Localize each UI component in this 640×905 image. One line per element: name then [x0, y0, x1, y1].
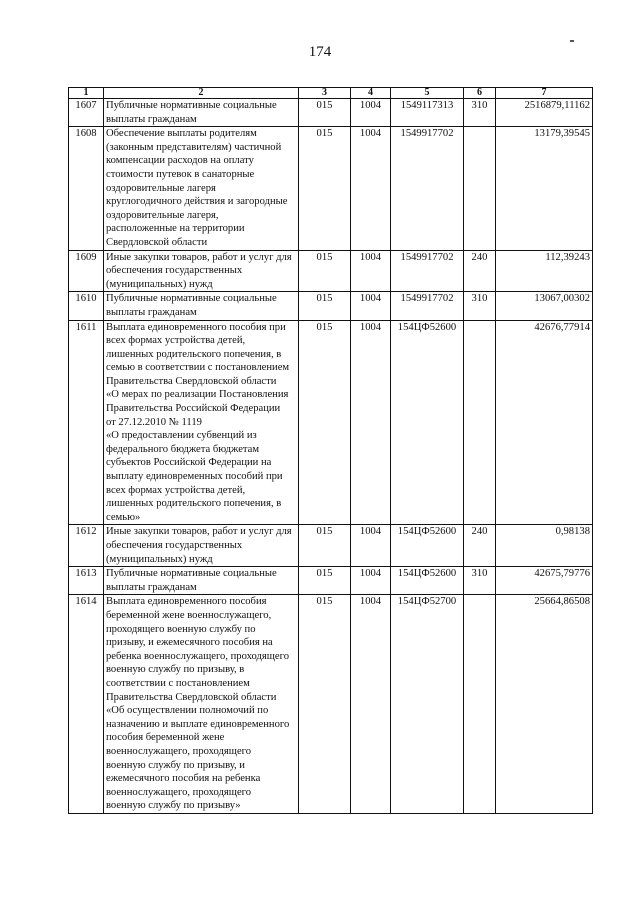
row-name	[104, 292, 299, 320]
row-name-line: Правительства Российской Федерации	[106, 403, 281, 415]
row-admin-code: 015	[299, 320, 351, 525]
row-admin-code: 015	[299, 292, 351, 320]
row-name-line: (муниципальных) нужд	[106, 553, 213, 565]
row-name-line: Публичные нормативные социальные	[106, 293, 277, 305]
table-row	[69, 525, 593, 567]
row-name-line: от 27.12.2010 № 1119	[106, 416, 202, 428]
row-name	[104, 595, 299, 814]
row-name-line: Иные закупки товаров, работ и услуг для	[106, 526, 292, 538]
header-col-3: 3	[299, 88, 351, 99]
row-name-line: компенсации расходов на оплату	[106, 155, 254, 167]
table-row	[69, 567, 593, 595]
row-name-line: лишенных родительского попечения, в	[106, 348, 282, 360]
row-number: 1607	[69, 99, 104, 127]
row-target-code: 1549917702	[391, 127, 464, 250]
row-type-code: 240	[464, 525, 496, 567]
row-target-code: 1549917702	[391, 292, 464, 320]
row-section-code: 1004	[351, 595, 391, 814]
row-name-line: военную службу по призыву, в	[106, 664, 245, 676]
header-col-1: 1	[69, 88, 104, 99]
row-amount: 42675,79776	[496, 567, 593, 595]
row-section-code: 1004	[351, 567, 391, 595]
table-body	[69, 99, 593, 814]
row-name-line: выплаты гражданам	[106, 581, 197, 593]
row-target-code: 154ЦФ52600	[391, 320, 464, 525]
table-row	[69, 250, 593, 292]
row-type-code: 310	[464, 567, 496, 595]
row-admin-code: 015	[299, 250, 351, 292]
row-name-line: Выплата единовременного пособия	[106, 596, 267, 608]
row-name-line: Правительства Свердловской области	[106, 375, 277, 387]
row-name-line: военнослужащего, проходящего	[106, 745, 252, 757]
row-name-line: ежемесячного пособия на ребенка	[106, 773, 261, 785]
row-name	[104, 320, 299, 525]
header-col-5: 5	[391, 88, 464, 99]
row-admin-code: 015	[299, 127, 351, 250]
row-name-line: соответствии с постановлением	[106, 677, 250, 689]
row-type-code	[464, 320, 496, 525]
row-type-code: 310	[464, 99, 496, 127]
header-col-6: 6	[464, 88, 496, 99]
row-target-code: 154ЦФ52600	[391, 567, 464, 595]
row-number: 1608	[69, 127, 104, 250]
row-name-line: лишенных родительского попечения, в	[106, 498, 282, 510]
table-row	[69, 320, 593, 525]
table-row	[69, 127, 593, 250]
row-name-line: обеспечения государственных	[106, 265, 243, 277]
row-name-line: (законным представителям) частичной	[106, 141, 282, 153]
header-col-2: 2	[104, 88, 299, 99]
row-number: 1613	[69, 567, 104, 595]
header-col-4: 4	[351, 88, 391, 99]
row-name-line: военную службу по призыву»	[106, 800, 241, 812]
row-name-line: «О мерах по реализации Постановления	[106, 389, 289, 401]
row-section-code: 1004	[351, 99, 391, 127]
header-col-7: 7	[496, 88, 593, 99]
row-name	[104, 127, 299, 250]
row-name-line: ребенка военнослужащего, проходящего	[106, 650, 289, 662]
row-name-line: оздоровительные лагеря,	[106, 209, 219, 221]
row-name-line: Свердловской области	[106, 236, 208, 248]
row-target-code: 154ЦФ52700	[391, 595, 464, 814]
row-type-code	[464, 595, 496, 814]
row-name-line: оздоровительные лагеря	[106, 182, 216, 194]
row-name-line: назначению и выплате единовременного	[106, 718, 290, 730]
row-amount: 13179,39545	[496, 127, 593, 250]
row-name-line: всех формах устройства детей,	[106, 335, 246, 347]
header-row	[69, 88, 593, 99]
row-target-code: 154ЦФ52600	[391, 525, 464, 567]
row-name-line: семью»	[106, 511, 141, 523]
row-target-code: 1549117313	[391, 99, 464, 127]
row-amount: 42676,77914	[496, 320, 593, 525]
row-name-line: «О предоставлении субвенций из	[106, 430, 257, 442]
row-name-line: всех формах устройства детей,	[106, 484, 246, 496]
row-name	[104, 567, 299, 595]
row-type-code: 240	[464, 250, 496, 292]
row-name-line: проходящего военную службу по	[106, 623, 256, 635]
row-name-line: Иные закупки товаров, работ и услуг для	[106, 251, 292, 263]
row-admin-code: 015	[299, 595, 351, 814]
row-admin-code: 015	[299, 567, 351, 595]
scan-mark	[570, 40, 574, 42]
row-name-line: стоимости путевок в санаторные	[106, 168, 255, 180]
row-name-line: расположенные на территории	[106, 223, 245, 235]
row-name-line: Публичные нормативные социальные	[106, 568, 277, 580]
row-name-line: призыву, и ежемесячного пособия на	[106, 637, 273, 649]
row-section-code: 1004	[351, 525, 391, 567]
row-target-code: 1549917702	[391, 250, 464, 292]
row-amount: 0,98138	[496, 525, 593, 567]
row-name-line: Публичные нормативные социальные	[106, 100, 277, 111]
row-name-line: федерального бюджета бюджетам	[106, 443, 260, 455]
row-number: 1612	[69, 525, 104, 567]
row-type-code: 310	[464, 292, 496, 320]
row-admin-code: 015	[299, 525, 351, 567]
row-type-code	[464, 127, 496, 250]
table-row	[69, 292, 593, 320]
row-name-line: (муниципальных) нужд	[106, 278, 213, 290]
row-name-line: субъектов Российской Федерации на	[106, 457, 272, 469]
row-name-line: круглогодичного действия и загородные	[106, 196, 288, 208]
row-name-line: пособия беременной жене	[106, 732, 225, 744]
page-number: 174	[308, 44, 332, 60]
row-name	[104, 250, 299, 292]
row-name-line: беременной жене военнослужащего,	[106, 609, 272, 621]
row-name-line: обеспечения государственных	[106, 540, 243, 551]
row-name-line: военную службу по призыву, и	[106, 759, 245, 771]
row-amount: 112,39243	[496, 250, 593, 292]
table-row	[69, 595, 593, 814]
row-section-code: 1004	[351, 127, 391, 250]
row-name-line: военнослужащего, проходящего	[106, 786, 252, 798]
row-number: 1611	[69, 320, 104, 525]
row-amount: 13067,00302	[496, 292, 593, 320]
row-name-line: выплату единовременных пособий при	[106, 471, 283, 483]
row-number: 1609	[69, 250, 104, 292]
row-section-code: 1004	[351, 250, 391, 292]
row-name-line: Выплата единовременного пособия при	[106, 321, 286, 333]
row-amount: 2516879,11162	[496, 99, 593, 127]
row-number: 1610	[69, 292, 104, 320]
row-name-line: Обеспечение выплаты родителям	[106, 128, 257, 140]
table-row	[69, 99, 593, 127]
row-name-line: «Об осуществлении полномочий по	[106, 705, 269, 717]
row-name-line: Правительства Свердловской области	[106, 691, 277, 703]
row-name-line: семью в соответствии с постановлением	[106, 362, 290, 374]
row-name-line: выплаты гражданам	[106, 306, 197, 318]
row-amount: 25664,86508	[496, 595, 593, 814]
budget-table	[68, 87, 593, 814]
row-number: 1614	[69, 595, 104, 814]
row-admin-code: 015	[299, 99, 351, 127]
row-name-line: выплаты гражданам	[106, 113, 197, 125]
row-name	[104, 99, 299, 127]
row-section-code: 1004	[351, 320, 391, 525]
row-section-code: 1004	[351, 292, 391, 320]
row-name	[104, 525, 299, 567]
